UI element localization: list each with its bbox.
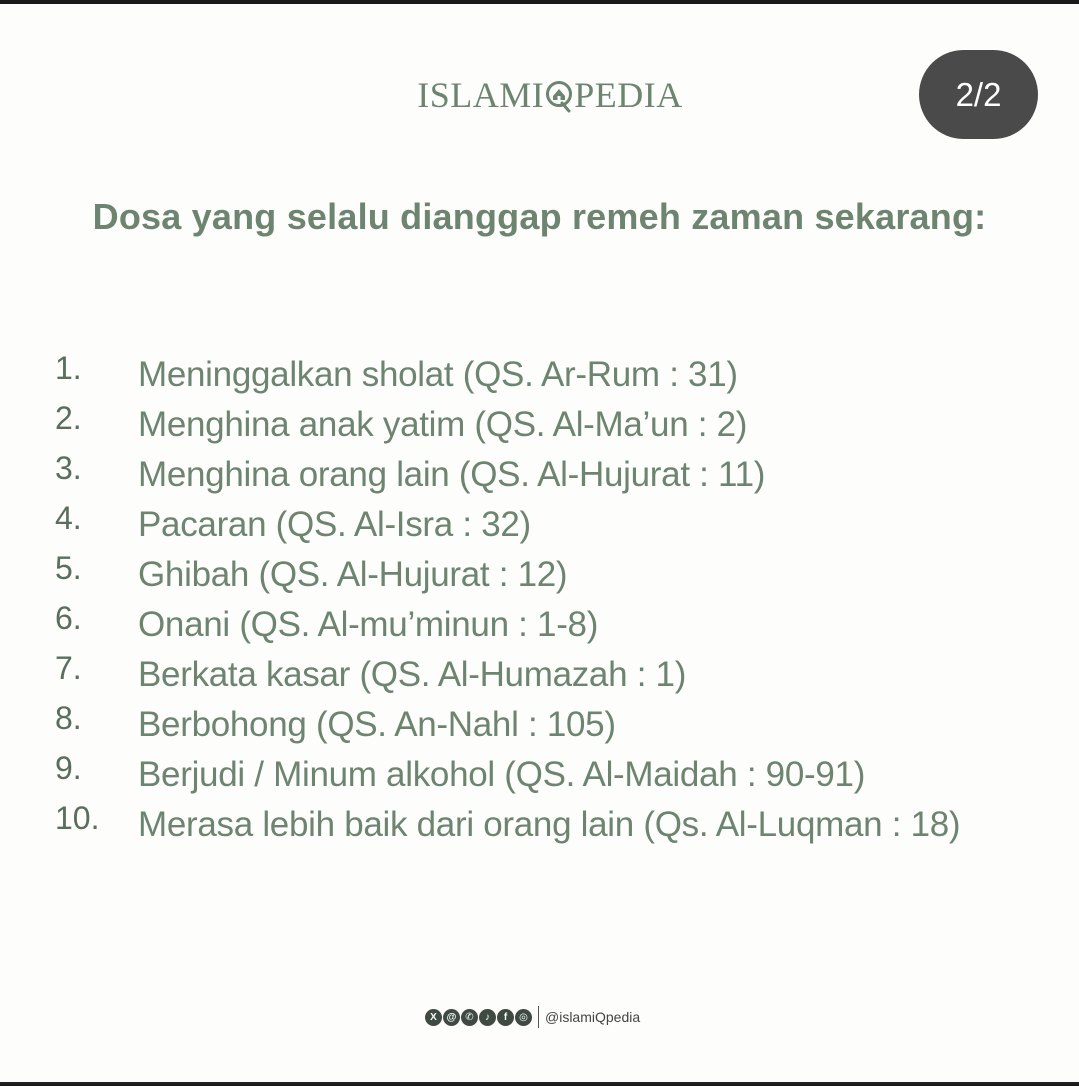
item-number: 4. <box>55 500 82 536</box>
instagram-icon[interactable]: ◎ <box>515 1009 532 1026</box>
item-number: 2. <box>55 400 82 436</box>
list-item <box>55 501 1065 551</box>
q-house-icon <box>545 79 573 111</box>
item-text: Ghibah (QS. Al-Hujurat : 12) <box>138 555 568 594</box>
whatsapp-icon[interactable]: ✆ <box>461 1009 478 1026</box>
brand-logo <box>0 74 1079 116</box>
divider <box>538 1006 539 1028</box>
list-item <box>55 451 1065 501</box>
item-text: Berkata kasar (QS. Al-Humazah : 1) <box>138 655 687 694</box>
item-number: 5. <box>55 550 82 586</box>
list-item <box>55 351 1065 401</box>
list-item <box>55 801 1065 851</box>
list-item <box>55 551 1065 601</box>
brand-name-left: ISLAMI <box>417 75 545 115</box>
item-text: Merasa lebih baik dari orang lain (Qs. Al-Luqman : 18) <box>138 805 961 844</box>
list-item <box>55 751 1065 801</box>
item-text: Menghina orang lain (QS. Al-Hujurat : 11) <box>138 455 766 494</box>
sin-list <box>55 351 1065 851</box>
item-number: 1. <box>55 350 82 386</box>
brand-name-right: PEDIA <box>574 75 683 115</box>
page-indicator[interactable]: 2/2 <box>919 50 1038 139</box>
threads-icon[interactable]: @ <box>443 1009 460 1026</box>
list-item <box>55 401 1065 451</box>
list-item <box>55 701 1065 751</box>
item-text: Onani (QS. Al-mu’minun : 1-8) <box>138 605 599 644</box>
item-text: Meninggalkan sholat (QS. Ar-Rum : 31) <box>138 355 738 394</box>
slide-card <box>0 4 1079 1084</box>
item-number: 3. <box>55 450 82 486</box>
item-text: Berjudi / Minum alkohol (QS. Al-Maidah : 90-91) <box>138 755 866 794</box>
social-handle[interactable]: @islamiQpedia <box>545 1009 641 1025</box>
item-number: 9. <box>55 750 82 786</box>
x-icon[interactable]: X <box>425 1009 442 1026</box>
list-item <box>55 651 1065 701</box>
item-number: 8. <box>55 700 82 736</box>
facebook-icon[interactable]: f <box>497 1009 514 1026</box>
item-text: Menghina anak yatim (QS. Al-Ma’un : 2) <box>138 405 748 444</box>
page-title: Dosa yang selalu dianggap remeh zaman sekarang: <box>92 196 987 237</box>
item-text: Berbohong (QS. An-Nahl : 105) <box>138 705 616 744</box>
list-item <box>55 601 1065 651</box>
social-footer <box>425 1004 640 1030</box>
item-number: 7. <box>55 650 82 686</box>
item-text: Pacaran (QS. Al-Isra : 32) <box>138 505 531 544</box>
item-number: 10. <box>55 800 100 836</box>
tiktok-icon[interactable]: ♪ <box>479 1009 496 1026</box>
item-number: 6. <box>55 600 82 636</box>
